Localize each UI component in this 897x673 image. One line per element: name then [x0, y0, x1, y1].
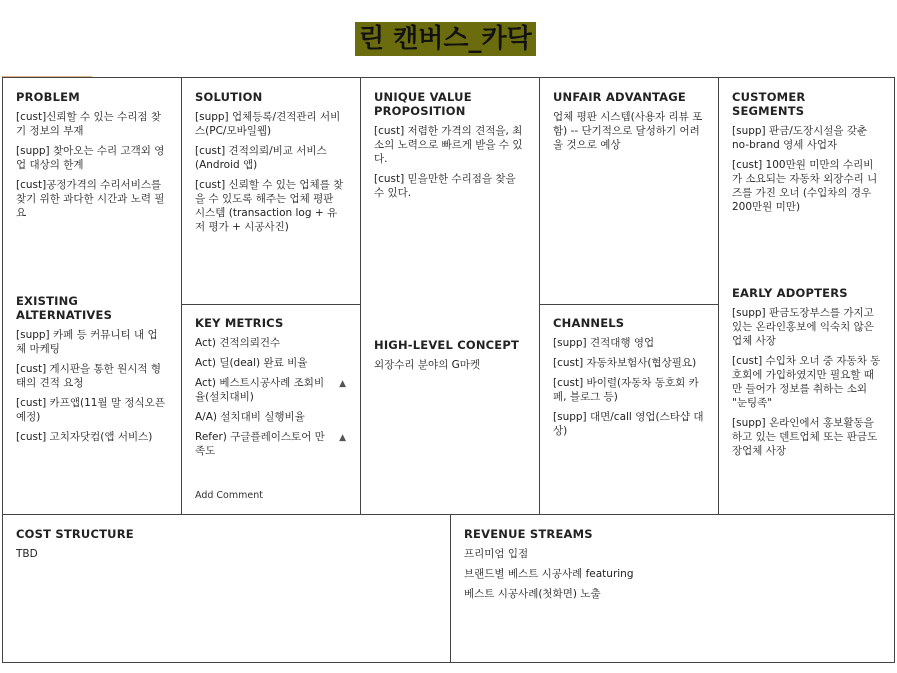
existing-alternatives-item: [cust] 게시판을 통한 원시적 형태의 견적 요청 [16, 363, 161, 389]
channels-item: [supp] 견적대행 영업 [553, 337, 655, 349]
revenue-streams-item: 브랜드별 베스트 시공사례 featuring [464, 568, 634, 580]
comment-icon[interactable]: ▲ [339, 379, 346, 389]
high-level-concept-item: 외장수리 분야의 G마켓 [374, 359, 481, 371]
existing-alternatives-cell [2, 284, 181, 512]
uvp-cell [360, 80, 539, 320]
existing-alternatives-item: [cust] 카프앱(11월 말 정식오픈 예정) [16, 397, 165, 423]
channels-cell [539, 306, 718, 513]
uvp-item: [cust] 저렴한 가격의 견적을, 최소의 노력으로 빠르게 받을 수 있다. [374, 125, 523, 165]
comment-icon[interactable]: ▲ [339, 433, 346, 443]
customer-segments-cell [718, 80, 895, 276]
problem-item: [cust]공정가격의 수리서비스를 찾기 위한 과다한 시간과 노력 필요 [16, 179, 165, 219]
channels-item: [supp] 대면/call 영업(스타샵 대상) [553, 411, 704, 437]
revenue-streams-item: 베스트 시공사례(첫화면) 노출 [464, 588, 601, 600]
high-level-concept-heading: HIGH-LEVEL CONCEPT [374, 338, 520, 352]
key-metric-item [195, 356, 346, 370]
cost-structure-heading: COST STRUCTURE [16, 527, 134, 541]
uvp-item: [cust] 믿을만한 수리점을 찾을 수 있다. [374, 173, 516, 199]
revenue-streams-item: 프리미엄 입점 [464, 548, 529, 560]
early-adopters-cell [718, 276, 895, 512]
key-metric-item [195, 336, 346, 350]
uvp-heading: UNIQUE VALUE PROPOSITION [374, 90, 472, 118]
customer-segments-item: [cust] 100만원 미만의 수리비가 소요되는 자동차 외장수리 니즈를 가진 오너 (수입차의 경우 200만원 미만) [732, 159, 878, 213]
key-metric-text: A/A) 설치대비 실행비율 [195, 411, 305, 423]
add-comment-link[interactable]: Add Comment [195, 490, 263, 501]
cost-structure-cell [2, 517, 450, 661]
channels-item: [cust] 바이럴(자동차 동호회 카페, 블로그 등) [553, 377, 699, 403]
divider [2, 514, 895, 515]
divider [539, 304, 718, 305]
key-metric-text: Act) 베스트시공사례 조회비율(설치대비) [195, 377, 325, 403]
key-metric-item [195, 430, 346, 458]
key-metric-item [195, 410, 346, 424]
problem-heading: PROBLEM [16, 90, 80, 104]
unfair-advantage-heading: UNFAIR ADVANTAGE [553, 90, 686, 104]
early-adopters-item: [supp] 온라인에서 홍보활동을 하고 있는 덴트업체 또는 판금도장업체 사장 [732, 417, 878, 457]
problem-item: [cust]신뢰할 수 있는 수리점 찾기 정보의 부재 [16, 111, 161, 137]
high-level-concept-cell [360, 328, 539, 448]
key-metric-text: Act) 딜(deal) 완료 비율 [195, 357, 308, 369]
key-metric-text: Act) 견적의뢰건수 [195, 337, 281, 349]
existing-alternatives-item: [supp] 카페 등 커뮤니티 내 업체 마케팅 [16, 329, 158, 355]
unfair-advantage-cell [539, 80, 718, 304]
solution-cell [181, 80, 360, 304]
key-metric-item [195, 376, 346, 404]
channels-heading: CHANNELS [553, 316, 625, 330]
solution-item: [cust] 견적의뢰/비교 서비스(Android 앱) [195, 145, 327, 171]
customer-segments-item: [supp] 판금/도장시설을 갖춘 no-brand 영세 사업자 [732, 125, 868, 151]
solution-item: [supp] 업체등록/견적관리 서비스(PC/모바일웹) [195, 111, 341, 137]
page-title: 린 캔버스_카닥 [355, 22, 536, 56]
channels-item: [cust] 자동차보험사(협상필요) [553, 357, 697, 369]
problem-cell [2, 80, 181, 280]
early-adopters-item: [cust] 수입차 오너 중 자동차 동호회에 가입하였지만 필요할 때만 들어가 정보를 취하는 소외 "눈팅족" [732, 355, 881, 409]
existing-alternatives-heading: EXISTING ALTERNATIVES [16, 294, 113, 322]
divider [181, 304, 360, 305]
customer-segments-heading: CUSTOMER SEGMENTS [732, 90, 806, 118]
solution-heading: SOLUTION [195, 90, 263, 104]
early-adopters-item: [supp] 판금도장부스를 가지고 있는 온라인홍보에 익숙치 않은 업체 사장 [732, 307, 874, 347]
key-metrics-cell [181, 306, 360, 513]
unfair-advantage-item: 업체 평판 시스템(사용자 리뷰 포함) -- 단기적으로 달성하기 어려울 것으로 예상 [553, 111, 703, 151]
revenue-streams-cell [450, 517, 895, 661]
key-metrics-heading: KEY METRICS [195, 316, 284, 330]
solution-item: [cust] 신뢰할 수 있는 업체를 찾을 수 있도록 해주는 업체 평판 시스템 (transaction log + 유저 평가 + 시공사진) [195, 179, 344, 233]
problem-item: [supp] 찾아오는 수리 고객외 영업 대상의 한계 [16, 145, 165, 171]
revenue-streams-heading: REVENUE STREAMS [464, 527, 593, 541]
key-metric-text: Refer) 구글플레이스토어 만족도 [195, 431, 325, 457]
cost-structure-item: TBD [16, 548, 38, 560]
existing-alternatives-item: [cust] 고치자닷컴(앱 서비스) [16, 431, 153, 443]
early-adopters-heading: EARLY ADOPTERS [732, 286, 848, 300]
